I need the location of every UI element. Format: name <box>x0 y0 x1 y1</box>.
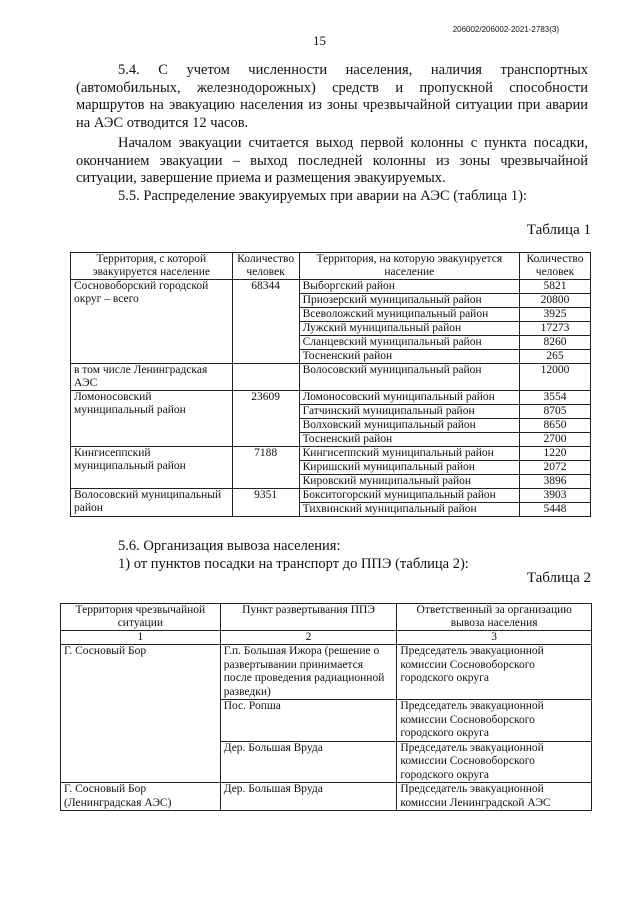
destination-territory: Волосовский муниципальный район <box>299 364 519 391</box>
source-territory: Сосновоборский городской округ – всего <box>71 280 233 364</box>
evacuation-distribution-table <box>70 252 591 517</box>
emergency-territory: Г. Сосновый Бор <box>61 645 221 783</box>
source-territory: Волосовский муниципальный район <box>71 489 233 517</box>
table-header-row <box>71 253 591 280</box>
destination-count: 5448 <box>520 503 591 517</box>
column-header: Территория чрезвычайной ситуации <box>61 604 221 631</box>
deployment-point: Пос. Ропша <box>220 700 397 742</box>
destination-territory: Приозерский муниципальный район <box>299 294 519 308</box>
section-5-6 <box>76 537 588 573</box>
source-territory: Ломоносовский муниципальный район <box>71 391 233 447</box>
column-header: Количество человек <box>520 253 591 280</box>
responsible-person: Председатель эвакуационной комиссии Сосновоборского городского округа <box>397 645 592 700</box>
column-number: 1 <box>61 631 221 645</box>
destination-territory: Всеволожский муниципальный район <box>299 308 519 322</box>
destination-count: 8260 <box>520 336 591 350</box>
destination-count: 3903 <box>520 489 591 503</box>
paragraph-5-4: 5.4. С учетом численности населения, наличия транспортных (автомобильных, железнодорожных) средств и пропускной способности маршрутов на эвакуацию населения из зоны чрезвычайной ситуации при аварии на АЭС отводится 12 часов. <box>76 62 588 131</box>
source-count: 9351 <box>232 489 299 517</box>
source-territory: Кингисеппский муниципальный район <box>71 447 233 489</box>
source-territory: в том числе Ленинградская АЭС <box>71 364 233 391</box>
paragraph-5-6-1: 1) от пунктов посадки на транспорт до ППЭ (таблица 2): <box>118 556 469 572</box>
destination-count: 5821 <box>520 280 591 294</box>
destination-territory: Киришский муниципальный район <box>299 461 519 475</box>
destination-territory: Гатчинский муниципальный район <box>299 405 519 419</box>
table2-caption: Таблица 2 <box>526 570 591 586</box>
destination-territory: Лужский муниципальный район <box>299 322 519 336</box>
column-number: 2 <box>220 631 397 645</box>
destination-territory: Волховский муниципальный район <box>299 419 519 433</box>
table-row <box>71 280 591 294</box>
table1-caption: Таблица 1 <box>526 222 591 238</box>
deployment-point: Г.п. Большая Ижора (решение о развертывании принимается после проведения радиационной разведки) <box>220 645 397 700</box>
table-row <box>71 364 591 391</box>
table-row <box>71 391 591 405</box>
destination-territory: Кировский муниципальный район <box>299 475 519 489</box>
responsible-person: Председатель эвакуационной комиссии Сосновоборского городского округа <box>397 741 592 783</box>
destination-count: 3896 <box>520 475 591 489</box>
deployment-point: Дер. Большая Вруда <box>220 741 397 783</box>
destination-count: 3554 <box>520 391 591 405</box>
destination-territory: Тосненский район <box>299 350 519 364</box>
column-header: Территория, на которую эвакуируется население <box>299 253 519 280</box>
emergency-territory: Г. Сосновый Бор (Ленинградская АЭС) <box>61 783 221 811</box>
deployment-point: Дер. Большая Вруда <box>220 783 397 811</box>
evacuation-transport-table <box>60 603 592 811</box>
page-number: 15 <box>313 33 326 48</box>
paragraph-evacuation-start: Началом эвакуации считается выход первой колонны с пункта посадки, окончанием эвакуации – выход последней колонны из зоны чрезвычайной ситуации, завершение приема и размещения эвакуируемых. <box>76 135 588 186</box>
source-count: 68344 <box>232 280 299 364</box>
source-count: 23609 <box>232 391 299 447</box>
destination-count: 1220 <box>520 447 591 461</box>
destination-territory: Ломоносовский муниципальный район <box>299 391 519 405</box>
destination-count: 8650 <box>520 419 591 433</box>
table-row <box>71 447 591 461</box>
destination-count: 20800 <box>520 294 591 308</box>
destination-count: 2072 <box>520 461 591 475</box>
column-header: Пункт развертывания ППЭ <box>220 604 397 631</box>
table-header-row <box>61 604 592 631</box>
table-row <box>71 489 591 503</box>
source-count: 7188 <box>232 447 299 489</box>
source-count <box>232 364 299 391</box>
destination-territory: Тихвинский муниципальный район <box>299 503 519 517</box>
table-row <box>61 783 592 811</box>
responsible-person: Председатель эвакуационной комиссии Сосновоборского городского округа <box>397 700 592 742</box>
column-number-row <box>61 631 592 645</box>
destination-count: 3925 <box>520 308 591 322</box>
document-code: 206002/206002-2021-2783(3) <box>452 25 559 34</box>
column-header: Ответственный за организацию вывоза населения <box>397 604 592 631</box>
destination-territory: Кингисеппский муниципальный район <box>299 447 519 461</box>
destination-territory: Выборгский район <box>299 280 519 294</box>
paragraph-5-5: 5.5. Распределение эвакуируемых при аварии на АЭС (таблица 1): <box>118 187 527 204</box>
destination-count: 265 <box>520 350 591 364</box>
destination-count: 12000 <box>520 364 591 391</box>
destination-count: 2700 <box>520 433 591 447</box>
paragraph-5-6: 5.6. Организация вывоза населения: <box>118 538 341 554</box>
destination-count: 17273 <box>520 322 591 336</box>
column-header: Территория, с которой эвакуируется население <box>71 253 233 280</box>
destination-territory: Сланцевский муниципальный район <box>299 336 519 350</box>
destination-territory: Бокситогорский муниципальный район <box>299 489 519 503</box>
destination-territory: Тосненский район <box>299 433 519 447</box>
table-row <box>61 645 592 700</box>
column-header: Количество человек <box>232 253 299 280</box>
destination-count: 8705 <box>520 405 591 419</box>
responsible-person: Председатель эвакуационной комиссии Ленинградской АЭС <box>397 783 592 811</box>
main-text <box>76 62 588 205</box>
column-number: 3 <box>397 631 592 645</box>
